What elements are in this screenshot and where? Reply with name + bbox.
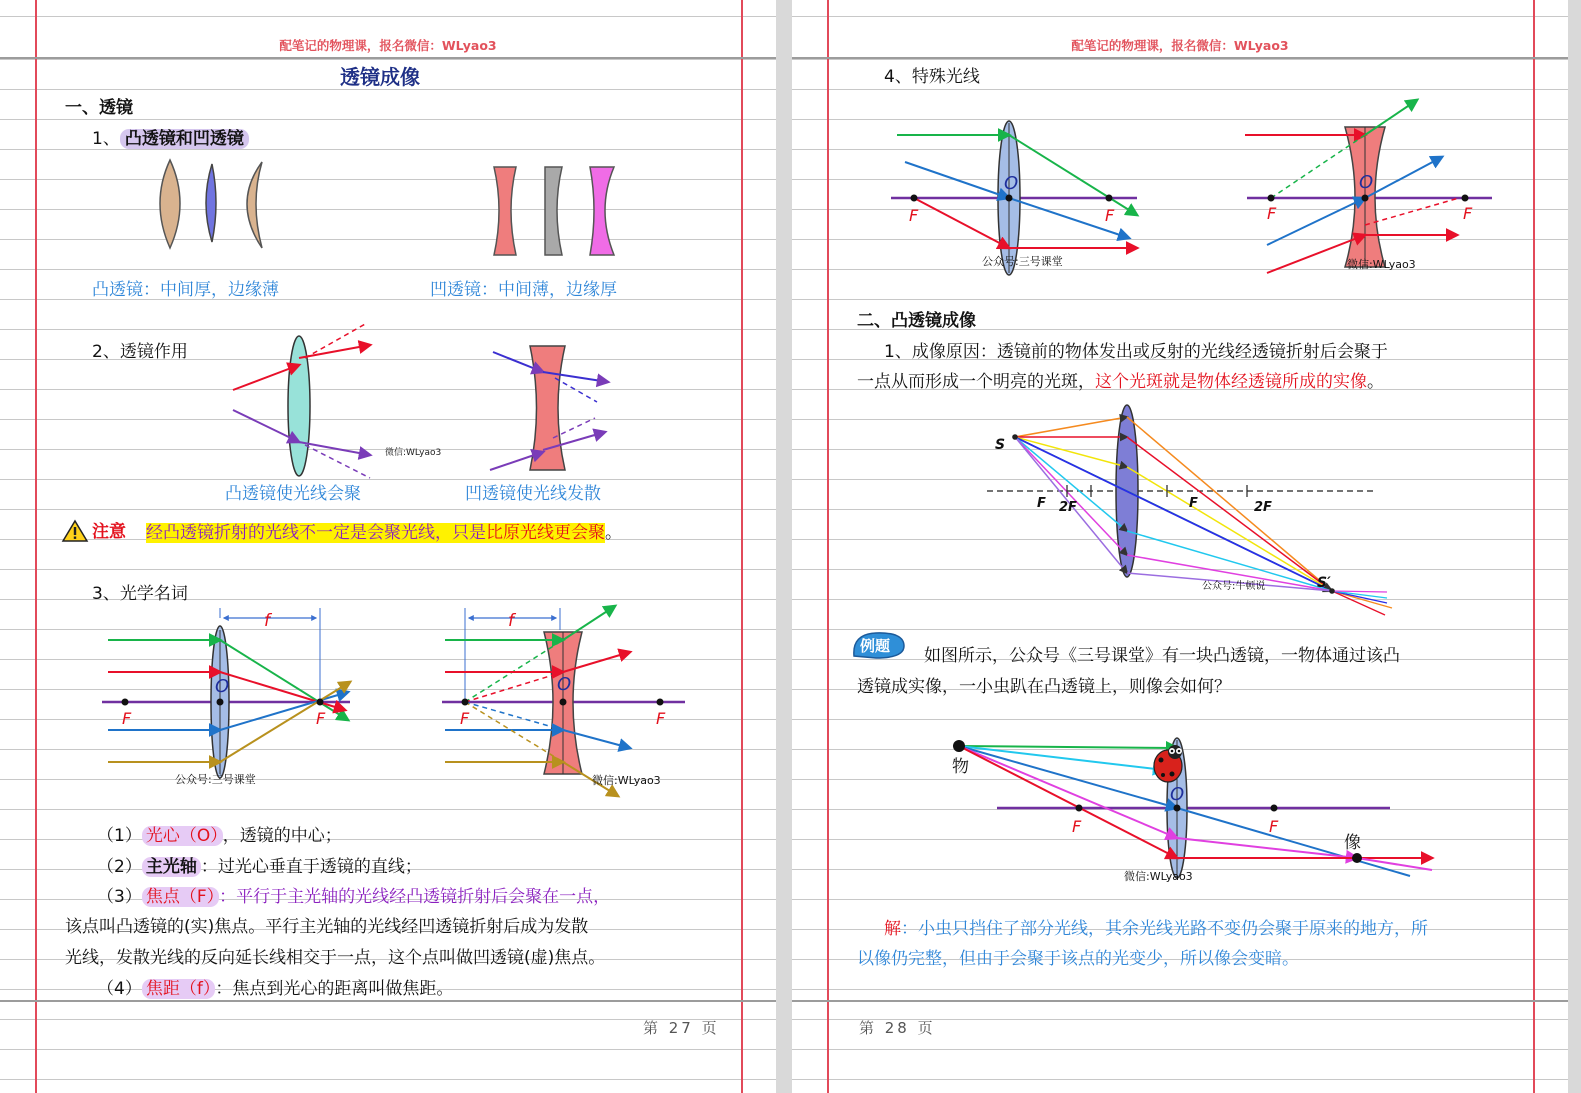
page-28	[792, 0, 1568, 1093]
object-point	[1012, 434, 1018, 440]
ray	[959, 746, 1177, 838]
convex-description: 凸透镜：中间厚，边缘薄	[92, 280, 279, 300]
ladybug-icon	[1154, 745, 1182, 782]
ray	[1177, 838, 1357, 858]
focus-point	[462, 699, 469, 706]
biconvex-lens	[160, 160, 180, 248]
footer-rule	[0, 1000, 776, 1002]
optical-center-label: O	[1004, 173, 1019, 194]
ray	[1267, 198, 1365, 245]
ray	[1015, 417, 1127, 437]
focus-label: F	[1037, 496, 1046, 511]
ray	[220, 692, 348, 730]
ray	[1015, 437, 1127, 555]
2f-label: 2F	[1059, 500, 1077, 515]
definition-3-line-2: 该点叫凸透镜的(实)焦点。平行主光轴的光线经凹透镜折射后成为发散	[65, 917, 589, 937]
principle-line-1: 1、成像原因：透镜前的物体发出或反射的光线经透镜折射后会聚于	[884, 342, 1388, 362]
margin-line-left	[827, 0, 829, 1093]
convex-lens-shapes	[150, 158, 280, 258]
ray	[914, 198, 1009, 248]
warning-icon	[62, 520, 88, 542]
ray	[220, 640, 348, 720]
focal-length-label: f	[508, 611, 514, 631]
concave-description: 凹透镜：中间薄，边缘厚	[430, 280, 617, 300]
focus-point	[317, 699, 324, 706]
special-rays-diagram	[887, 95, 1507, 275]
note-label: 注意	[92, 522, 126, 542]
optical-center	[1362, 195, 1369, 202]
margin-line-right	[1533, 0, 1535, 1093]
concave-lens	[530, 346, 565, 470]
caption-convex: 凸透镜使光线会聚	[225, 484, 361, 504]
note-text: 经凸透镜折射的光线不一定是会聚光线，只是比原光线更会聚。	[146, 523, 622, 543]
focus-label: F	[460, 709, 470, 728]
object-label: 物	[952, 757, 969, 777]
example-badge-icon	[850, 630, 910, 660]
subheading-1: 1、 凸透镜和凹透镜	[92, 128, 249, 150]
ray	[959, 746, 1177, 858]
header-rule	[0, 57, 776, 59]
ray-extension	[555, 378, 597, 402]
plano-convex-lens	[206, 164, 216, 242]
watermark: 微信:WLyao3	[385, 448, 442, 458]
example-diagram	[942, 730, 1462, 890]
focus-label: F	[909, 206, 919, 225]
watermark: 微信:WLyao3	[1347, 258, 1416, 271]
watermark: 微信:WLyao3	[592, 774, 661, 787]
margin-line-right	[741, 0, 743, 1093]
focus-label: F	[1105, 206, 1115, 225]
ray-extension	[465, 672, 563, 702]
meniscus-concave-lens	[590, 167, 614, 255]
section-heading-2: 二、凸透镜成像	[857, 311, 976, 331]
ray	[220, 682, 350, 762]
ray	[905, 162, 1009, 198]
image-point	[1352, 853, 1362, 863]
watermark: 公众号:三号课堂	[982, 255, 1063, 268]
definition-3-line-3: 光线，发散光线的反向延长线相交于一点，这个点叫做凹透镜(虚)焦点。	[65, 948, 606, 968]
example-line-1: 如图所示，公众号《三号课堂》有一块凸透镜，一物体通过该凸	[924, 646, 1400, 666]
focus-label: F	[1463, 204, 1473, 223]
concave-lens-shapes	[490, 165, 630, 260]
ray-extension	[1365, 198, 1459, 225]
ray	[1127, 437, 1332, 591]
example-label: 例题	[860, 637, 891, 655]
page-title: 透镜成像	[340, 65, 420, 89]
biconcave-lens	[494, 167, 516, 255]
optical-center-label: O	[215, 676, 230, 697]
focus-label: F	[316, 709, 326, 728]
page-27	[0, 0, 776, 1093]
page-number: 第 28 页	[859, 1019, 936, 1037]
ray	[299, 345, 370, 358]
focus-point	[911, 195, 918, 202]
ray	[299, 442, 370, 455]
caption-concave: 凹透镜使光线发散	[465, 484, 601, 504]
subheading-3: 3、光学名词	[92, 584, 188, 604]
focus-label: F	[1269, 817, 1279, 836]
focus-label: F	[1267, 204, 1277, 223]
watermark: 公众号:牛顿说	[1202, 581, 1266, 592]
focus-point	[1271, 805, 1278, 812]
margin-line-left	[35, 0, 37, 1093]
focus-point	[1268, 195, 1275, 202]
focus-label: F	[656, 709, 666, 728]
principle-line-2: 一点从而形成一个明亮的光斑，这个光斑就是物体经透镜所成的实像。	[857, 372, 1384, 392]
image-formation-diagram	[987, 405, 1407, 620]
page-header: 配笔记的物理课，报名微信：WLyao3	[1071, 38, 1289, 53]
object-point	[953, 740, 965, 752]
focal-length-label: f	[264, 611, 270, 631]
definition-1: （1） 光心（O） ，透镜的中心；	[97, 826, 342, 846]
ray	[1365, 100, 1417, 135]
ray	[220, 672, 345, 710]
watermark: 公众号:三号课堂	[175, 773, 256, 786]
definition-4: （4） 焦距（f） ：焦点到光心的距离叫做焦距。	[97, 979, 454, 999]
object-label: S	[995, 437, 1006, 453]
header-rule	[792, 57, 1568, 59]
subheading-2: 2、透镜作用	[92, 342, 188, 362]
ray	[1127, 417, 1332, 591]
optical-center	[217, 699, 224, 706]
definition-3: （3） 焦点（F） ：平行于主光轴的光线经凸透镜折射后会聚在一点，	[97, 887, 611, 907]
optical-center	[1174, 805, 1181, 812]
footer-rule	[792, 1000, 1568, 1002]
image-label: 像	[1344, 833, 1361, 853]
optical-center-label: O	[1170, 784, 1185, 805]
optical-center	[1006, 195, 1013, 202]
focus-point	[1106, 195, 1113, 202]
plano-concave-lens	[545, 167, 562, 255]
section-heading-1: 一、透镜	[65, 98, 133, 118]
lens-function-diagram	[225, 320, 645, 480]
optical-center-label: O	[1359, 172, 1374, 193]
2f-label: 2F	[1254, 500, 1272, 515]
ray	[959, 746, 1177, 748]
page-number: 第 27 页	[643, 1019, 720, 1037]
focus-point	[122, 699, 129, 706]
ray-extension	[465, 702, 563, 730]
subheading-4: 4、特殊光线	[884, 67, 980, 87]
optical-center-label: O	[557, 674, 572, 695]
focus-point	[657, 699, 664, 706]
ray	[959, 746, 1177, 808]
ray-extension	[305, 323, 367, 358]
ray	[563, 606, 615, 640]
meniscus-convex-lens	[247, 162, 262, 248]
answer-line-2: 以像仍完整，但由于会聚于该点的光变少，所以像会变暗。	[857, 949, 1299, 969]
image-label: S′	[1317, 575, 1331, 591]
definition-2: （2） 主光轴 ：过光心垂直于透镜的直线；	[97, 857, 422, 877]
optical-terms-diagram	[100, 600, 700, 800]
focus-label: F	[122, 709, 132, 728]
ray	[1009, 135, 1137, 215]
focus-point	[1462, 195, 1469, 202]
optical-center	[560, 699, 567, 706]
focus-label: F	[1072, 817, 1082, 836]
watermark: 微信:WLyao3	[1124, 870, 1193, 883]
focus-point	[1076, 805, 1083, 812]
focus-label: F	[1189, 496, 1198, 511]
answer-line-1: 解：小虫只挡住了部分光线，其余光线光路不变仍会聚于原来的地方，所	[884, 919, 1428, 939]
page-header: 配笔记的物理课，报名微信：WLyao3	[279, 38, 497, 53]
example-line-2: 透镜成实像，一小虫趴在凸透镜上，则像会如何？	[857, 677, 1231, 697]
